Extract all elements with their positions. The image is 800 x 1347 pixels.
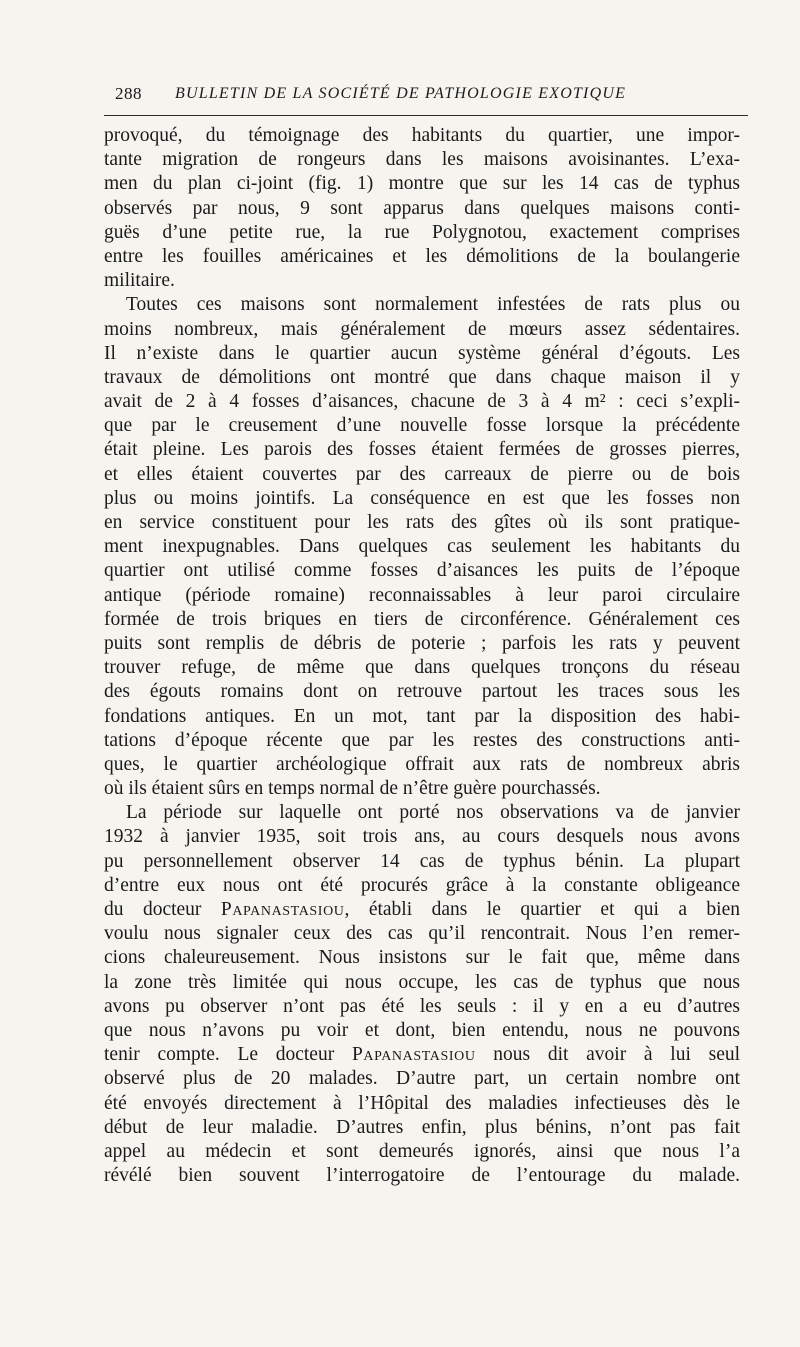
- text-line: quartier ont utilisé comme fosses d’aisances les puits de l’époque: [104, 560, 740, 582]
- person-name: Papanastasiou: [351, 1044, 476, 1066]
- text-line: provoqué, du témoignage des habitants du quartier, une impor-: [104, 125, 740, 146]
- text-line: pu personnellement observer 14 cas de typhus bénin. La plupart: [104, 850, 740, 872]
- text-line: en service constituent pour les rats des gîtes où ils sont pratique-: [104, 512, 740, 533]
- text-line: cions chaleureusement. Nous insistons sur le fait que, même dans: [104, 947, 740, 969]
- text-line: plus ou moins jointifs. La conséquence en est que les fosses non: [104, 487, 740, 509]
- text-line: travaux de démolitions ont montré que dans chaque maison il y: [104, 366, 740, 388]
- text-line: ment inexpugnables. Dans quelques cas seulement les habitants du: [104, 536, 740, 558]
- text-line: La période sur laquelle ont porté nos observations va de janvier: [126, 802, 740, 824]
- text-line: moins nombreux, mais généralement de mœurs assez sédentaires.: [104, 318, 740, 340]
- text-line: militaire.: [104, 270, 175, 292]
- text-line: puits sont remplis de débris de poterie ; parfois les rats y peuvent: [104, 632, 740, 654]
- text-line: voulu nous signaler ceux des cas qu’il rencontrait. Nous l’en remer-: [104, 923, 740, 945]
- text-line: observé plus de 20 malades. D’autre part, un certain nombre ont: [104, 1068, 740, 1090]
- text-line: guës d’une petite rue, la rue Polygnotou, exactement comprises: [104, 221, 740, 243]
- text-fragment: tenir compte. Le docteur: [104, 1044, 335, 1066]
- text-line: avait de 2 à 4 fosses d’aisances, chacune de 3 à 4 m² : ceci s’expli-: [104, 391, 740, 413]
- text-line: ques, le quartier archéologique offrait aux rats de nombreux abris: [104, 753, 740, 775]
- text-line: tations d’époque récente que par les restes des constructions anti-: [104, 729, 740, 751]
- text-line: tante migration de rongeurs dans les maisons avoisinantes. L’exa-: [104, 149, 740, 171]
- text-line: observés par nous, 9 sont apparus dans quelques maisons conti-: [104, 197, 740, 219]
- text-fragment: nous dit avoir à lui seul: [493, 1044, 741, 1066]
- text-line: où ils étaient sûrs en temps normal de n’être guère pourchassés.: [104, 778, 601, 800]
- header-rule: [104, 115, 748, 116]
- text-line: Toutes ces maisons sont normalement infestées de rats plus ou: [126, 294, 740, 316]
- text-line: entre les fouilles américaines et les démolitions de la boulangerie: [104, 245, 740, 267]
- body-text: [104, 124, 740, 1188]
- text-line: formée de trois briques en tiers de circonférence. Généralement ces: [104, 608, 740, 630]
- text-line: que par le creusement d’une nouvelle fosse lorsque la précédente: [104, 415, 740, 437]
- journal-title: BULLETIN DE LA SOCIÉTÉ DE PATHOLOGIE EXOTIQUE: [175, 85, 627, 102]
- text-line: fondations antiques. En un mot, tant par la disposition des habi-: [104, 705, 740, 727]
- text-line: des égouts romains dont on retrouve partout les traces sous les: [104, 681, 740, 703]
- text-line: [104, 898, 740, 922]
- text-fragment: , établi dans le quartier et qui a bien: [344, 899, 741, 920]
- text-line: que nous n’avons pu voir et dont, bien entendu, nous ne pouvons: [104, 1019, 740, 1041]
- text-line: antique (période romaine) reconnaissables à leur paroi circulaire: [104, 584, 740, 606]
- text-line: et elles étaient couvertes par des carreaux de pierre ou de bois: [104, 463, 740, 485]
- text-line: était pleine. Les parois des fosses étaient fermées de grosses pierres,: [104, 439, 740, 461]
- text-line: 1932 à janvier 1935, soit trois ans, au cours desquels nous avons: [104, 826, 740, 848]
- text-line: révélé bien souvent l’interrogatoire de l’entourage du malade.: [104, 1165, 740, 1187]
- text-line: men du plan ci-joint (fig. 1) montre que sur les 14 cas de typhus: [104, 173, 740, 195]
- running-head: [104, 84, 748, 110]
- text-line: trouver refuge, de même que dans quelques tronçons du réseau: [104, 657, 740, 679]
- person-name: Papanastasiou: [220, 899, 345, 920]
- text-fragment: du docteur: [104, 899, 202, 920]
- text-line: avons pu observer n’ont pas été les seuls : il y en a eu d’autres: [104, 995, 740, 1017]
- text-line: été envoyés directement à l’Hôpital des maladies infectieuses dès le: [104, 1092, 740, 1114]
- page-number: 288: [115, 84, 142, 103]
- text-line: appel au médecin et sont demeurés ignorés, ainsi que nous l’a: [104, 1140, 740, 1162]
- text-line: [104, 1043, 740, 1067]
- text-line: début de leur maladie. D’autres enfin, plus bénins, n’ont pas fait: [104, 1116, 740, 1138]
- text-line: Il n’existe dans le quartier aucun système général d’égouts. Les: [104, 342, 740, 364]
- text-line: la zone très limitée qui nous occupe, les cas de typhus que nous: [104, 971, 740, 993]
- text-line: d’entre eux nous ont été procurés grâce à la constante obligeance: [104, 874, 740, 896]
